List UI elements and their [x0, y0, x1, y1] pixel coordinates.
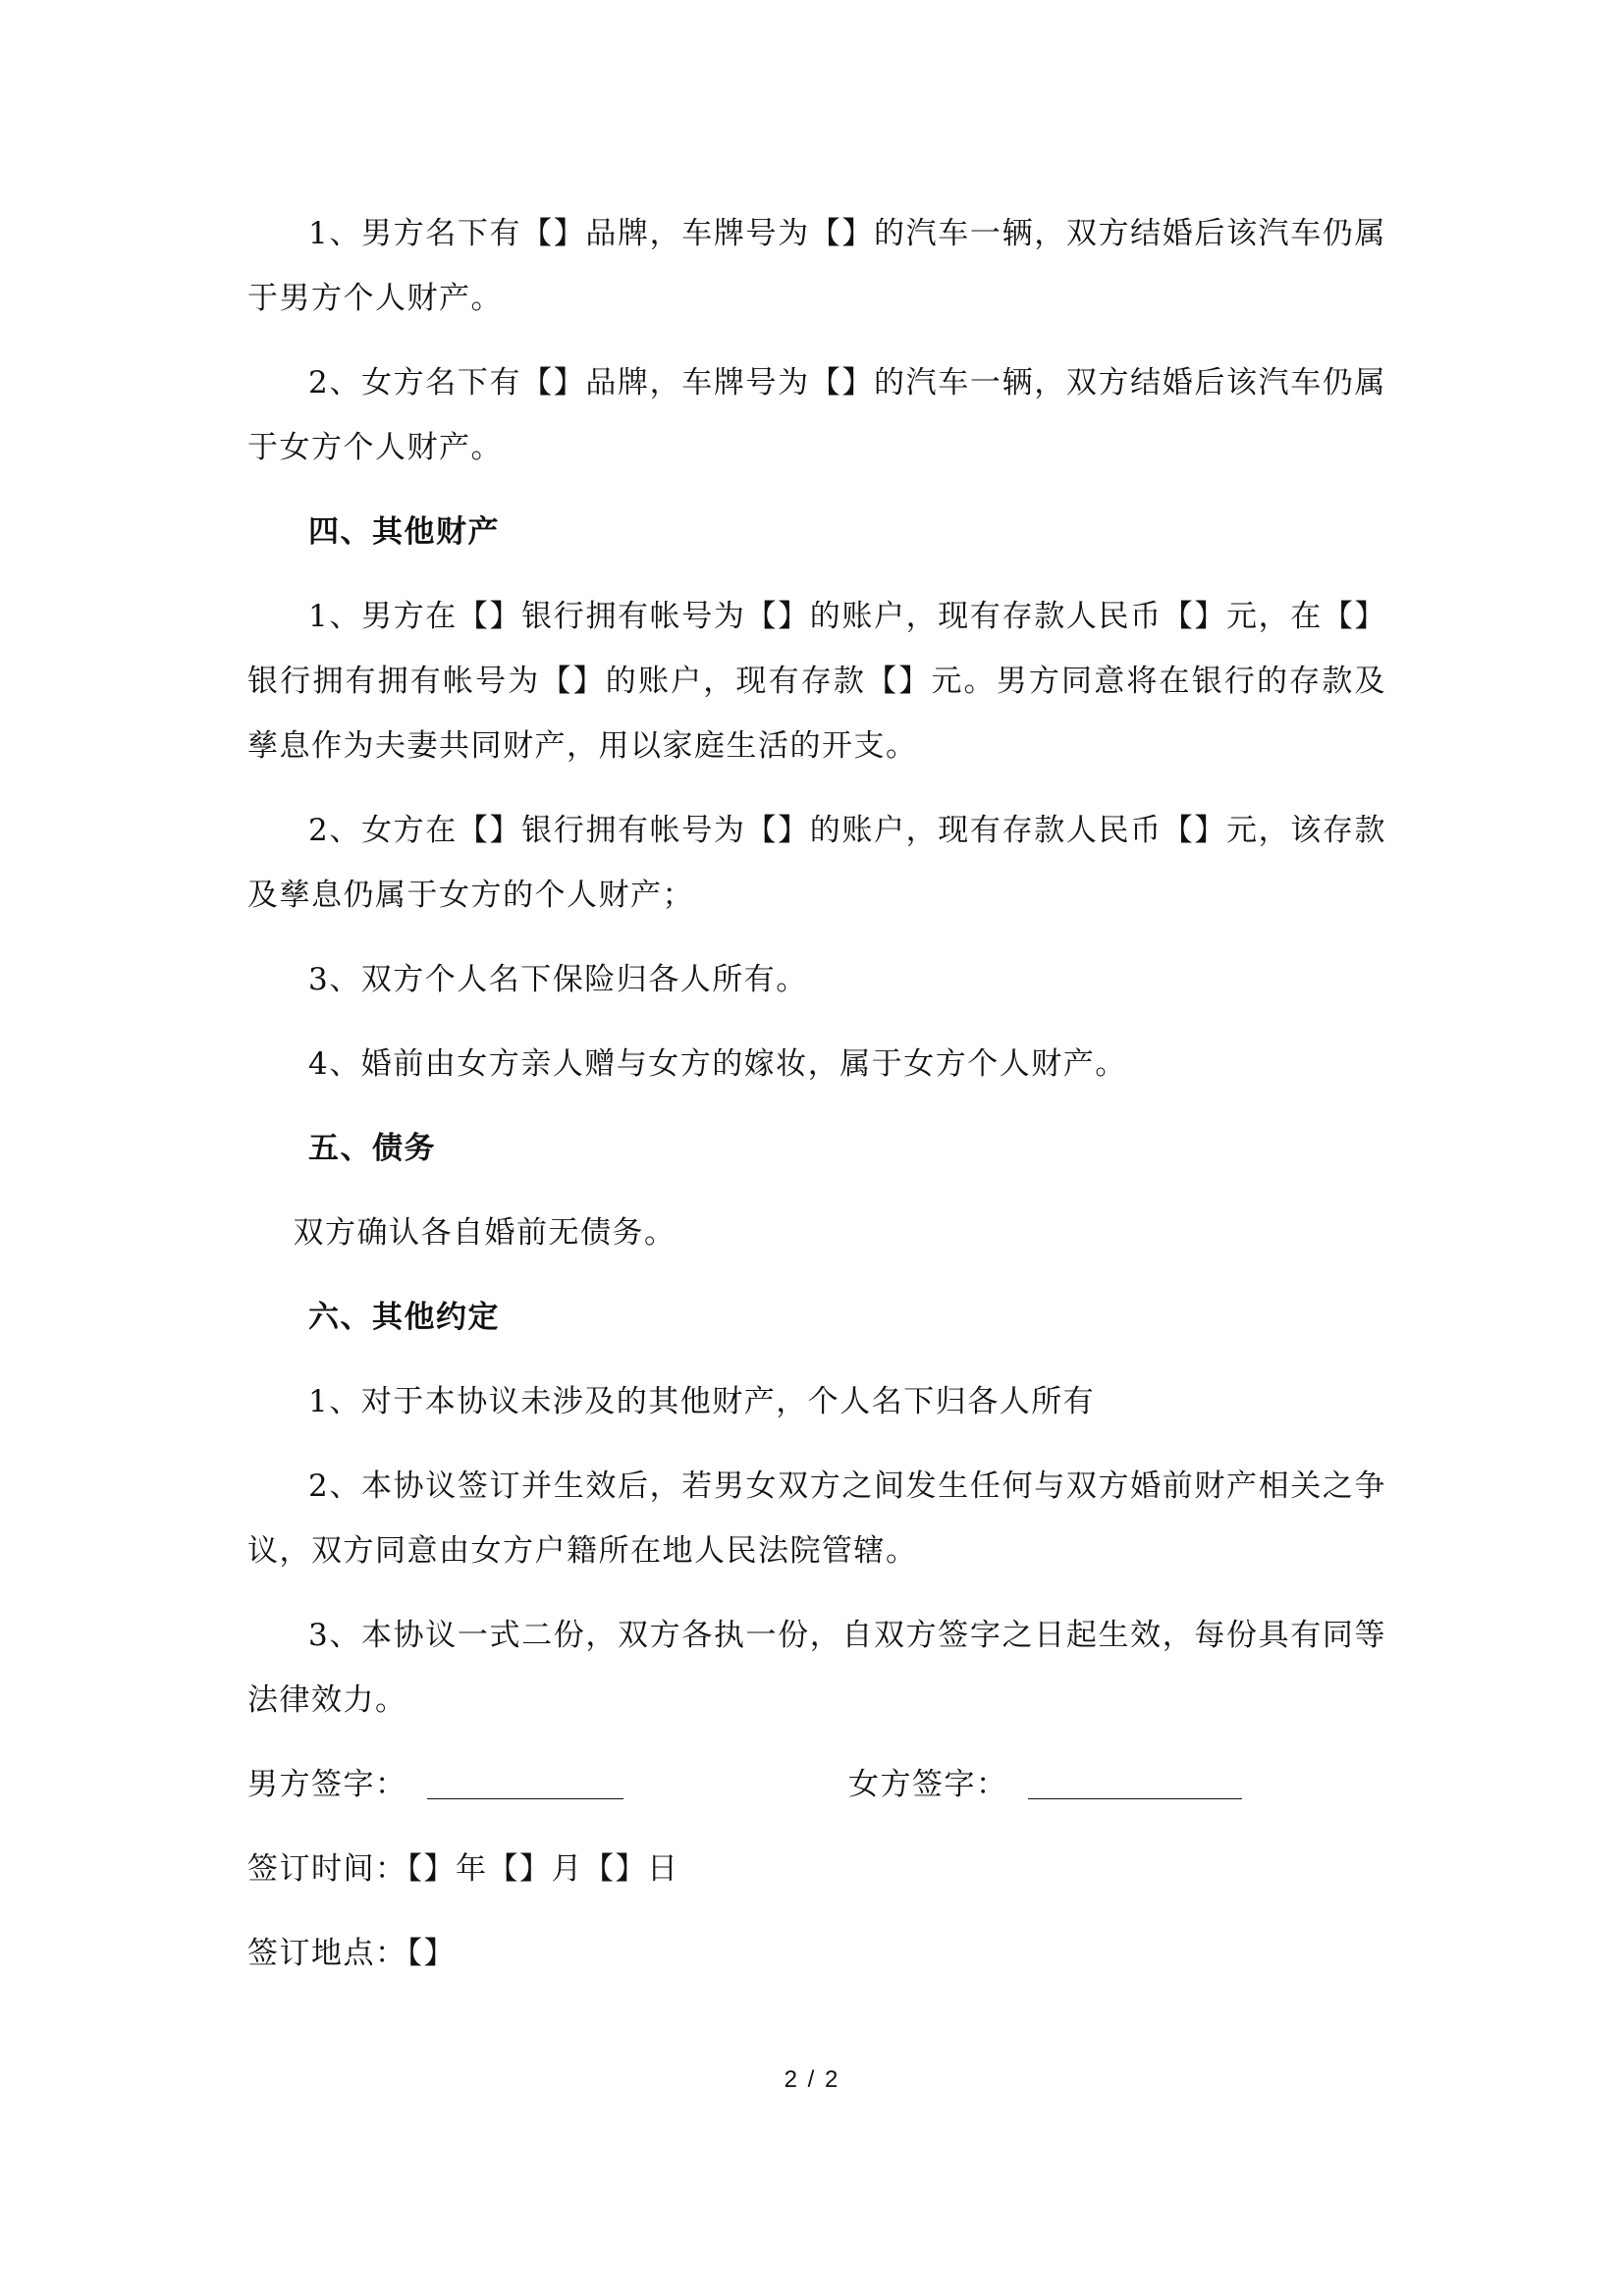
- section-heading-debts: 五、债务: [308, 1131, 436, 1166]
- clause-dowry: 4、婚前由女方亲人赠与女方的嫁妆，属于女方个人财产。: [308, 1046, 1127, 1082]
- signing-date: 签订时间：【】年【】月【】日: [247, 1851, 679, 1887]
- signature-row: [247, 1752, 1386, 1817]
- clause-copies: 3、本协议一式二份，双方各执一份，自双方签字之日起生效，每份具有同等法律效力。: [247, 1618, 1386, 1718]
- female-signature: [848, 1752, 1242, 1817]
- female-signature-line[interactable]: [1028, 1797, 1242, 1799]
- clause-female-car: 2、女方名下有【】品牌，车牌号为【】的汽车一辆，双方结婚后该汽车仍属于女方个人财产。: [247, 365, 1386, 465]
- clause-unlisted-property: 1、对于本协议未涉及的其他财产，个人名下归各人所有: [308, 1384, 1096, 1419]
- female-signature-label: 女方签字：: [848, 1767, 1008, 1802]
- section-heading-other-terms: 六、其他约定: [308, 1300, 500, 1335]
- clause-insurance: 3、双方个人名下保险归各人所有。: [308, 962, 808, 997]
- male-signature-label: 男方签字：: [247, 1767, 407, 1802]
- clause-male-savings: 1、男方在【】银行拥有帐号为【】的账户，现有存款人民币【】元，在【】银行拥有拥有帐号为【】的账户，现有存款【】元。男方同意将在银行的存款及孳息作为夫妻共同财产，用以家庭生活的开支。: [247, 599, 1386, 764]
- clause-male-car: 1、男方名下有【】品牌，车牌号为【】的汽车一辆，双方结婚后该汽车仍属于男方个人财产。: [247, 216, 1386, 316]
- signing-place: 签订地点：【】: [247, 1936, 456, 1971]
- section-heading-other-property: 四、其他财产: [308, 514, 500, 550]
- male-signature-line[interactable]: [427, 1797, 623, 1799]
- page-number: 2 / 2: [784, 2066, 840, 2093]
- clause-female-savings: 2、女方在【】银行拥有帐号为【】的账户，现有存款人民币【】元，该存款及孳息仍属于女方的个人财产；: [247, 813, 1386, 913]
- male-signature: [247, 1752, 623, 1817]
- document-body: [247, 201, 1386, 2005]
- clause-no-debts: 双方确认各自婚前无债务。: [293, 1215, 677, 1251]
- clause-jurisdiction: 2、本协议签订并生效后，若男女双方之间发生任何与双方婚前财产相关之争议，双方同意由女方户籍所在地人民法院管辖。: [247, 1468, 1386, 1569]
